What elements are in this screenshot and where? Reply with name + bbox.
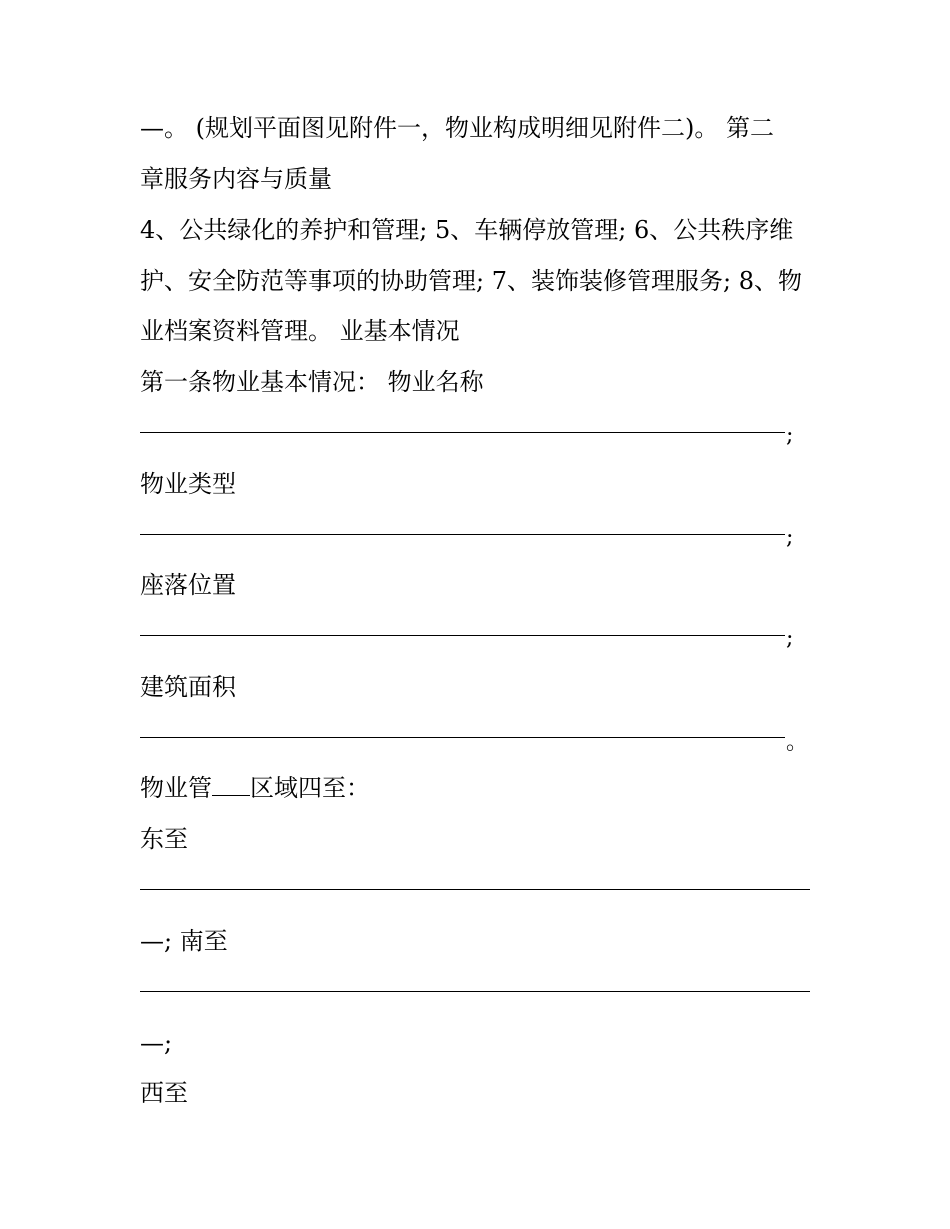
blank-line-south (140, 991, 810, 992)
blank-end-mark: ; (786, 626, 794, 651)
blank-line-property-name (140, 432, 785, 433)
field-label-south: —; 南至 (140, 927, 228, 955)
blank-line-location (140, 635, 785, 636)
management-area-label-start: 物业管 (140, 774, 212, 802)
text-line-south-end: —; (140, 1029, 173, 1057)
field-label-west: 西至 (140, 1079, 188, 1107)
text-line-1: —。 (规划平面图见附件一，物业构成明细见附件二)。 第二 (140, 114, 774, 142)
field-label-management-area (140, 773, 370, 803)
text-line-5: 业档案资料管理。 业基本情况 (140, 317, 460, 345)
management-area-label-end: 区域四至： (250, 774, 370, 802)
inline-blank (212, 773, 250, 796)
blank-end-mark: ; (786, 423, 794, 448)
text-line-4: 护、安全防范等事项的协助管理; 7、装饰装修管理服务; 8、物 (140, 267, 802, 295)
field-label-property-name: 第一条物业基本情况： 物业名称 (140, 368, 484, 396)
field-label-building-area: 建筑面积 (140, 673, 236, 701)
text-line-2: 章服务内容与质量 (140, 165, 332, 193)
text-line-3: 4、公共绿化的养护和管理; 5、车辆停放管理; 6、公共秩序维 (140, 216, 794, 244)
blank-line-property-type (140, 534, 785, 535)
field-label-property-type: 物业类型 (140, 470, 236, 498)
blank-line-building-area (140, 737, 785, 738)
blank-line-east (140, 889, 810, 890)
blank-end-mark: 。 (786, 730, 809, 755)
field-label-east: 东至 (140, 825, 188, 853)
blank-end-mark: ; (786, 525, 794, 550)
field-label-location: 座落位置 (140, 571, 236, 599)
